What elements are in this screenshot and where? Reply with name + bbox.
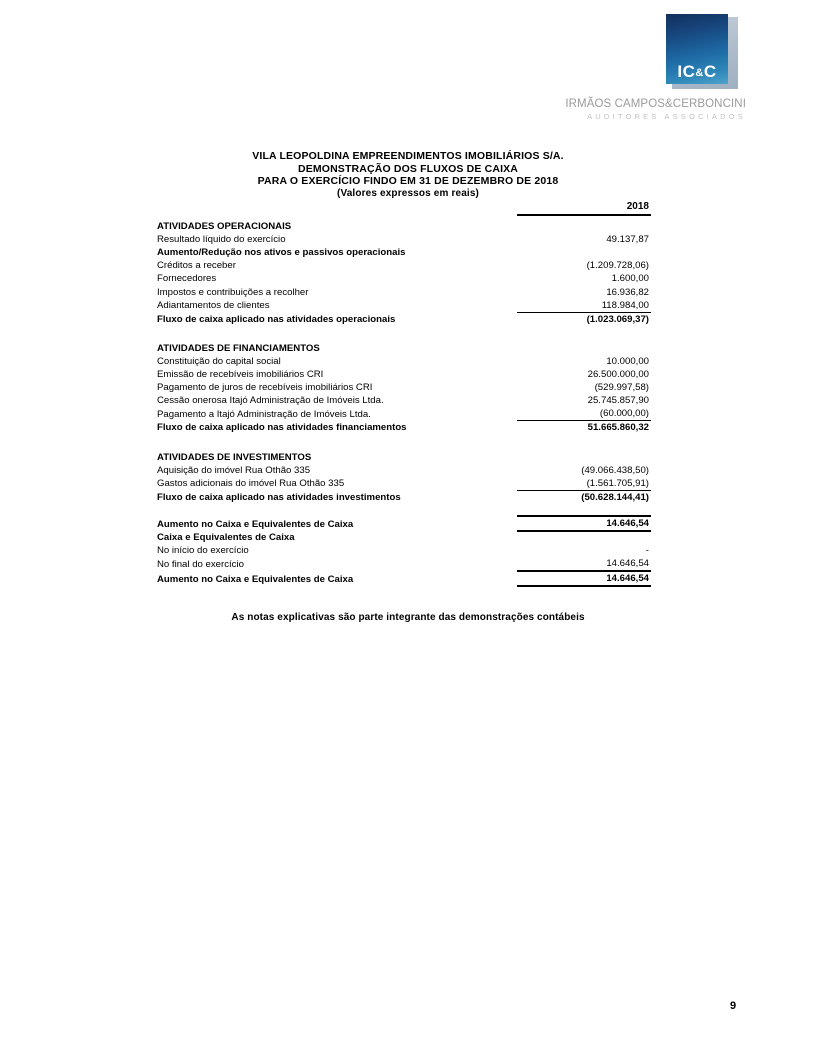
row-value: (50.628.144,41) [517,490,651,504]
statement-row [157,464,651,477]
row-label: Impostos e contribuições a recolher [157,286,309,298]
row-value: (529.997,58) [594,382,649,394]
heading-currency-note: (Valores expressos em reais) [336,187,480,199]
row-value [517,246,651,259]
row-value: (1.561.705,91) [586,477,649,489]
explanatory-notes-text: As notas explicativas são parte integrante das demonstrações contábeis [231,612,585,623]
row-value: - [645,545,649,557]
row-value [517,215,651,233]
row-value: (60.000,00) [599,408,649,420]
row-label: Fluxo de caixa aplicado nas atividades operacionais [157,313,396,325]
row-label: Fornecedores [157,273,217,285]
statement-row [157,312,651,326]
row-label: ATIVIDADES DE FINANCIAMENTOS [157,342,320,354]
row-label: Constituição do capital social [157,355,281,367]
statement-row [157,544,651,557]
row-value: 16.936,82 [606,286,649,298]
document-heading [108,150,708,200]
row-label: Emissão de recebíveis imobiliários CRI [157,369,324,381]
statement-row [157,355,651,368]
column-header-label [157,200,517,215]
row-value: 118.984,00 [601,299,649,311]
row-value: 10.000,00 [606,355,649,367]
heading-period-line: PARA O EXERCÍCIO FINDO EM 31 DE DEZEMBRO DE 2018 [257,175,559,188]
statement-row [157,557,651,571]
statement-row [157,571,651,586]
statement-row [157,490,651,504]
statement-row [157,531,651,544]
row-label: Gastos adicionais do imóvel Rua Othão 335 [157,478,345,490]
statement-row [157,477,651,491]
column-header-row [157,200,651,215]
row-label: Fluxo de caixa aplicado nas atividades financiamentos [157,422,407,434]
row-value: (49.066.438,50) [581,464,649,476]
row-value [517,531,651,544]
row-label: Cessão onerosa Itajó Administração de Imóveis Ltda. [157,395,384,407]
logo-initials-right: C [703,62,717,81]
row-value [517,504,651,516]
row-label: Créditos a receber [157,260,236,272]
row-label: Pagamento a Itajó Administração de Imóveis Ltda. [157,408,371,420]
row-label: No final do exercício [157,559,244,571]
statement-row [157,233,651,246]
statement-row [157,407,651,421]
row-value: 26.500.000,00 [587,369,649,381]
logo-gradient-square [666,14,728,84]
statement-row [157,272,651,285]
statement-row [157,516,651,531]
row-value: 14.646,54 [517,571,651,586]
row-value [517,326,651,337]
logo-initials [666,63,728,80]
statement-body [157,200,651,586]
row-value [517,446,651,464]
row-value: 1.600,00 [611,273,649,285]
row-label: ATIVIDADES OPERACIONAIS [157,221,292,233]
heading-statement-line: DEMONSTRAÇÃO DOS FLUXOS DE CAIXA [297,162,519,175]
row-label: Aumento no Caixa e Equivalentes de Caixa [157,574,354,586]
row-label: ATIVIDADES DE INVESTIMENTOS [157,451,312,463]
row-value [517,435,651,446]
row-label: Aquisição do imóvel Rua Othão 335 [157,464,311,476]
row-value: (1.209.728,06) [586,260,649,272]
logo-mark [666,14,738,92]
logo-tagline: AUDITORES ASSOCIADOS [587,112,746,121]
logo-company-name: IRMÃOS CAMPOS&CERBONCINI [565,98,746,110]
spacer-row [157,326,651,337]
row-label [157,435,517,446]
company-logo [556,14,746,122]
row-value: 25.745.857,90 [587,395,649,407]
row-label: Caixa e Equivalentes de Caixa [157,531,295,543]
row-value: 14.646,54 [606,558,649,570]
statement-row [157,394,651,407]
row-value: 51.665.860,32 [517,421,651,435]
heading-company-line: VILA LEOPOLDINA EMPREENDIMENTOS IMOBILIÁRIOS S/A. [252,150,564,162]
row-label: Aumento no Caixa e Equivalentes de Caixa [157,518,354,530]
statement-row [157,381,651,394]
row-value: 14.646,54 [517,516,651,531]
logo-initials-ampersand: & [695,67,704,79]
page-number: 9 [729,1000,737,1012]
row-label [157,504,517,516]
statement-row [157,215,651,233]
column-header-year: 2018 [517,200,651,215]
cash-flow-statement-table [157,200,651,587]
logo-initials-left: IC [677,62,696,81]
statement-row [157,421,651,435]
row-value [517,337,651,355]
row-label: Fluxo de caixa aplicado nas atividades investimentos [157,491,401,503]
row-label: Resultado líquido do exercício [157,234,286,246]
statement-row [157,299,651,313]
row-label [157,326,517,337]
statement-row [157,246,651,259]
spacer-row [157,435,651,446]
spacer-row [157,504,651,516]
statement-row [157,368,651,381]
row-value: 49.137,87 [606,234,649,246]
statement-row [157,286,651,299]
row-label: Aumento/Redução nos ativos e passivos operacionais [157,247,406,259]
row-label: No início do exercício [157,545,249,557]
statement-row [157,446,651,464]
statement-row [157,259,651,272]
statement-row [157,337,651,355]
row-label: Adiantamentos de clientes [157,300,270,312]
row-value: (1.023.069,37) [517,312,651,326]
row-label: Pagamento de juros de recebíveis imobiliários CRI [157,382,373,394]
